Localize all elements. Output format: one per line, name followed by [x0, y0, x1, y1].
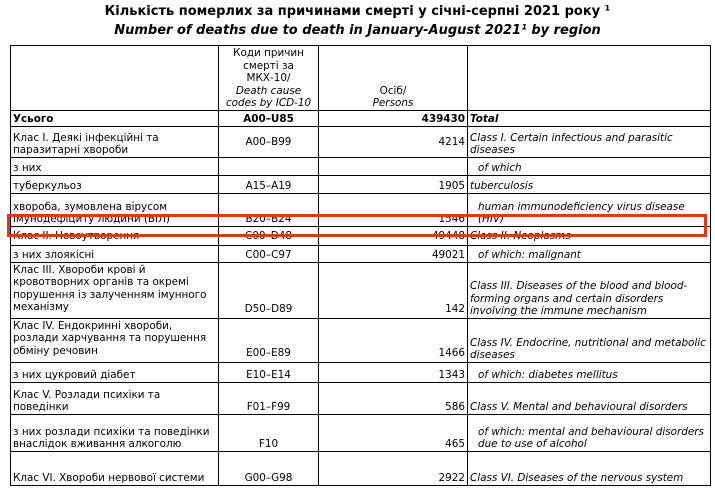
- row-label-en: Class VI. Diseases of the nervous system: [468, 451, 711, 485]
- row-code: F10: [219, 414, 319, 451]
- row-label-en: Class IV. Endocrine, nutritional and metabolic diseases: [468, 318, 711, 362]
- row-code: [219, 157, 319, 175]
- row-label-en: Total: [468, 110, 711, 126]
- table-row: [11, 110, 711, 126]
- row-label-en: Class III. Diseases of the blood and blood-forming organs and certain disorders involving the immune mechanism: [468, 262, 711, 318]
- row-label-uk: Клас I. Деякі інфекційні та паразитарні хвороби: [11, 126, 219, 157]
- row-label-uk: Клас IV. Ендокринні хвороби, розлади харчування та порушення обміну речовин: [11, 318, 219, 362]
- header-blank-cell: [11, 46, 219, 111]
- row-label-en: human immunodeficiency virus disease (HIV): [468, 193, 711, 226]
- row-label-en: of which: [468, 157, 711, 175]
- row-code: A00–U85: [219, 110, 319, 126]
- row-label-en: of which: malignant: [468, 245, 711, 262]
- row-label-uk: Клас III. Хвороби крові й кровотворних органів та окремі порушення із залученням імунного механізму: [11, 262, 219, 318]
- row-label-uk: з них: [11, 157, 219, 175]
- row-value: 586: [319, 382, 468, 414]
- row-code: G00–G98: [219, 451, 319, 485]
- header-blank-cell-english: [468, 46, 711, 111]
- table-row: [11, 451, 711, 485]
- table-row: [11, 126, 711, 157]
- table-row: [11, 414, 711, 451]
- row-code: C00–C97: [219, 245, 319, 262]
- header-codes-uk: Коди причин смерті за МКХ-10/: [233, 47, 304, 84]
- row-value: 1343: [319, 362, 468, 382]
- row-value: 2922: [319, 451, 468, 485]
- row-label-uk: Клас II. Новоутворення: [11, 226, 219, 245]
- row-label-uk: з них розлади психіки та поведінки внаслідок вживання алкоголю: [11, 414, 219, 451]
- title-english: Number of deaths due to death in January-August 2021¹ by region: [114, 23, 601, 38]
- row-value: 439430: [319, 110, 468, 126]
- row-value: 49448: [319, 226, 468, 245]
- row-code: F01–F99: [219, 382, 319, 414]
- table-row: [11, 318, 711, 362]
- table-row-highlighted: [11, 226, 711, 245]
- row-value: 1546: [319, 193, 468, 226]
- row-label-en: tuberculosis: [468, 175, 711, 193]
- row-label-uk: Клас V. Розлади психіки та поведінки: [11, 382, 219, 414]
- table-row: [11, 382, 711, 414]
- row-code: D50–D89: [219, 262, 319, 318]
- header-codes-cell: [219, 46, 319, 111]
- table-row: [11, 262, 711, 318]
- title-ukrainian: Кількість померлих за причинами смерті у січні-серпні 2021 року ¹: [104, 4, 611, 19]
- row-label-uk: хвороба, зумовлена вірусом імунодефіциту людини (ВІЛ): [11, 193, 219, 226]
- header-persons-cell: [319, 46, 468, 111]
- header-persons-en: Persons: [372, 97, 414, 109]
- table-row: [11, 175, 711, 193]
- header-codes-en: Death cause codes by ICD-10: [225, 84, 312, 109]
- row-label-uk: Усього: [11, 110, 219, 126]
- row-value: 1466: [319, 318, 468, 362]
- row-label-en: Class II. Neoplasms: [468, 226, 711, 245]
- row-value: 465: [319, 414, 468, 451]
- header-row: [11, 46, 711, 111]
- row-label-uk: Клас VI. Хвороби нервової системи: [11, 451, 219, 485]
- row-label-en: Class I. Certain infectious and parasitic diseases: [468, 126, 711, 157]
- table-row: [11, 193, 711, 226]
- row-value: 4214: [319, 126, 468, 157]
- row-value: [319, 157, 468, 175]
- row-code: E10–E14: [219, 362, 319, 382]
- header-persons-uk: Осіб/: [379, 84, 407, 97]
- table-row: [11, 362, 711, 382]
- table-row: [11, 157, 711, 175]
- row-label-uk: туберкульоз: [11, 175, 219, 193]
- row-label-en: of which: diabetes mellitus: [468, 362, 711, 382]
- row-label-uk: з них злоякісні: [11, 245, 219, 262]
- row-label-en: Class V. Mental and behavioural disorders: [468, 382, 711, 414]
- row-label-en: of which: mental and behavioural disorders due to use of alcohol: [468, 414, 711, 451]
- row-code: C00–D48: [219, 226, 319, 245]
- table-row: [11, 245, 711, 262]
- row-value: 142: [319, 262, 468, 318]
- deaths-table: [10, 45, 711, 486]
- row-code: A15–A19: [219, 175, 319, 193]
- row-code: E00–E89: [219, 318, 319, 362]
- row-value: 1905: [319, 175, 468, 193]
- row-value: 49021: [319, 245, 468, 262]
- row-label-uk: з них цукровий діабет: [11, 362, 219, 382]
- row-code: B20–B24: [219, 193, 319, 226]
- row-code: A00–B99: [219, 126, 319, 157]
